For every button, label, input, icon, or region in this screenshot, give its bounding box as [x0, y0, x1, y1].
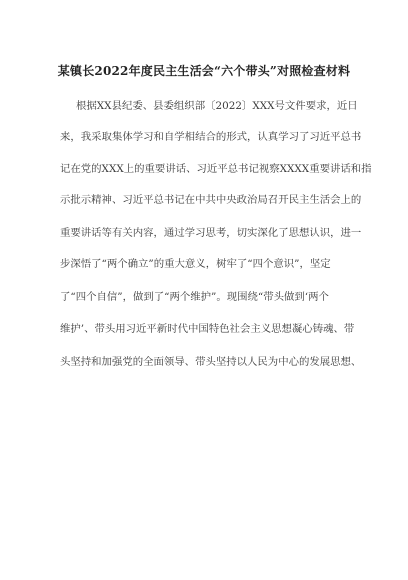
paragraph-line: 了“四个自信”，做到了“两个维护”。现围绕“带头做到‘两个 — [60, 291, 329, 303]
paragraph-line: 头坚持和加强党的全面领导、带头坚持以人民为中心的发展思想、 — [60, 356, 362, 368]
paragraph-line: 重要讲话等有关内容，通过学习思考，切实深化了思想认识，进一 — [60, 227, 362, 239]
paragraph-line: 根据XX县纪委、县委组织部〔2022〕XXX号文件要求，近日 — [76, 100, 358, 112]
paragraph-line: 维护’、带头用习近平新时代中国特色社会主义思想凝心铸魂、带 — [60, 323, 355, 335]
paragraph-line: 示批示精神、习近平总书记在中共中央政治局召开民主生活会上的 — [60, 194, 362, 206]
document-title: 某镇长2022年度民主生活会“六个带头”对照检查材料 — [57, 64, 351, 78]
paragraph-line: 来，我采取集体学习和自学相结合的形式，认真学习了习近平总书 — [60, 131, 362, 143]
paragraph-line: 记在党的XXX上的重要讲话、习近平总书记视察XXXX重要讲话和指 — [60, 163, 372, 175]
paragraph-line: 步深悟了“两个确立”的重大意义，树牢了“四个意识”，坚定 — [60, 258, 331, 270]
